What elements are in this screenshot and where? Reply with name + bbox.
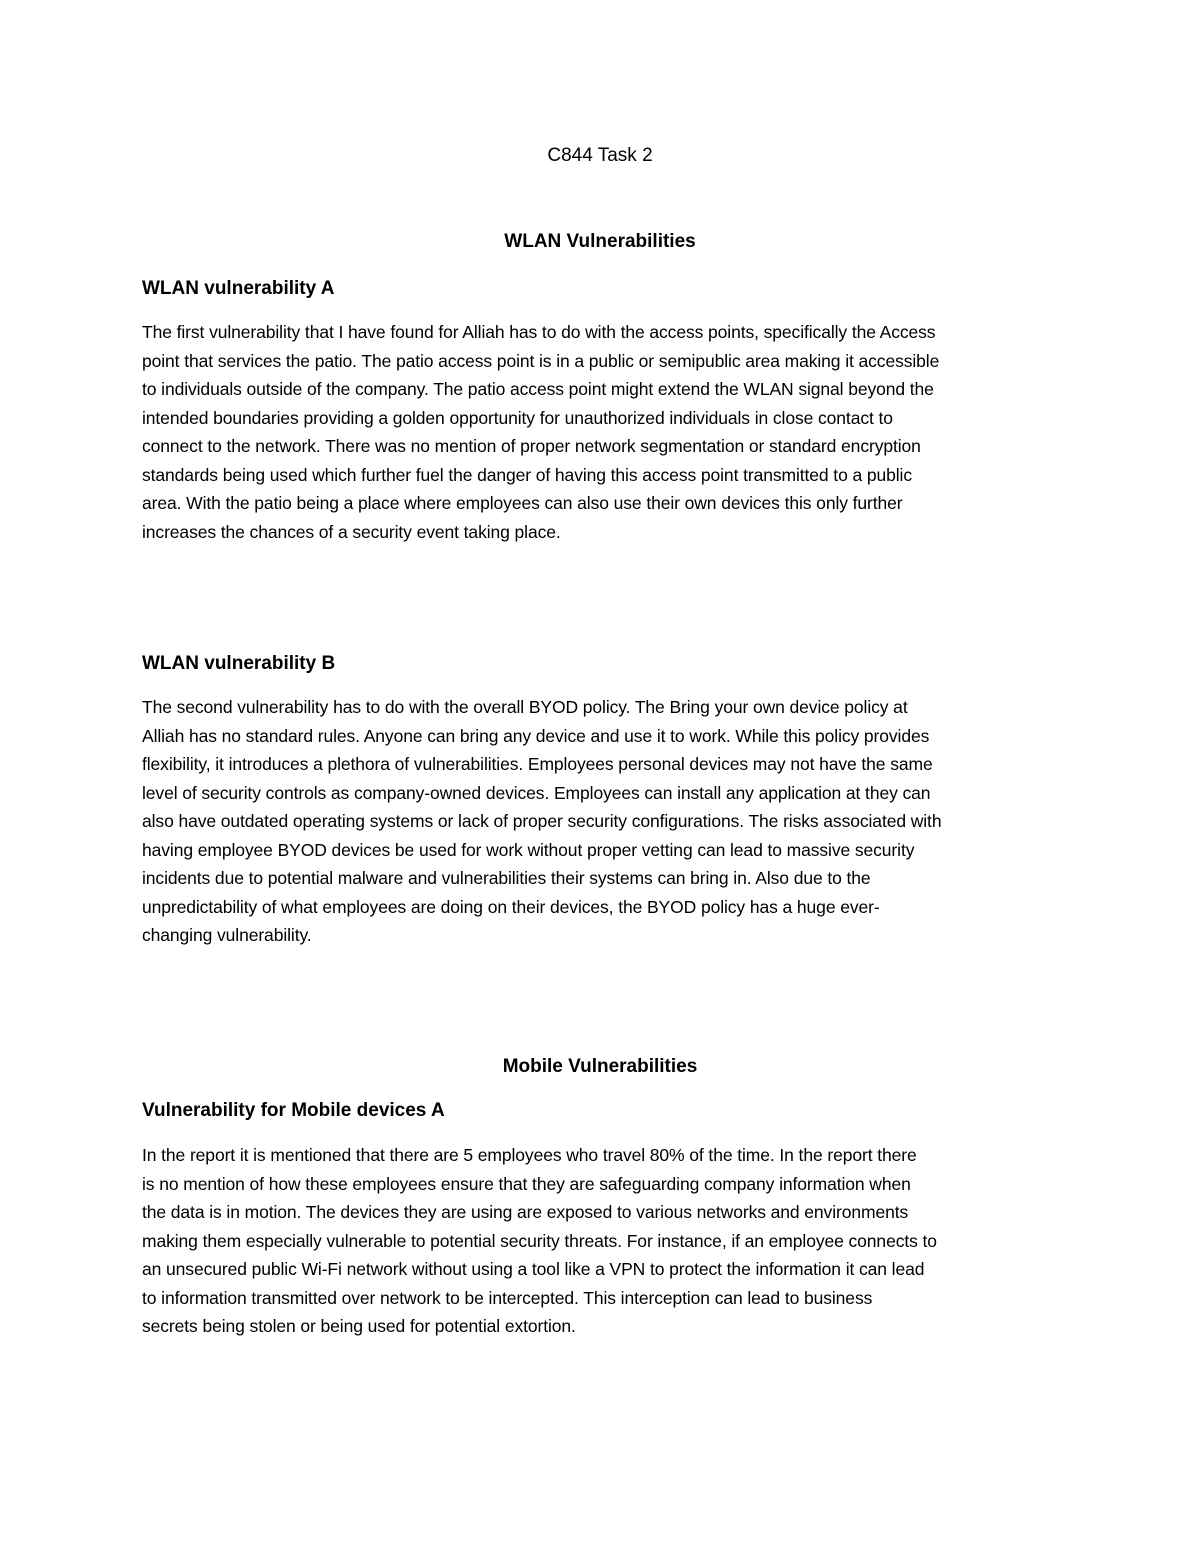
paragraph-line: increases the chances of a security event taking place. bbox=[142, 521, 561, 542]
paragraph-mobile-vulnerability-a bbox=[142, 1141, 1062, 1341]
subheading-mobile-vulnerability-a: Vulnerability for Mobile devices A bbox=[142, 1100, 445, 1121]
paragraph-line: standards being used which further fuel the danger of having this access point transmitted to a public bbox=[142, 464, 912, 485]
paragraph-line: is no mention of how these employees ensure that they are safeguarding company information when bbox=[142, 1173, 911, 1194]
paragraph-line: the data is in motion. The devices they are using are exposed to various networks and environments bbox=[142, 1202, 909, 1222]
paragraph-line: Alliah has no standard rules. Anyone can bring any device and use it to work. While this policy provides bbox=[142, 725, 930, 746]
paragraph-line: intended boundaries providing a golden opportunity for unauthorized individuals in close contact to bbox=[142, 407, 893, 428]
subheading-wlan-vulnerability-b: WLAN vulnerability B bbox=[142, 653, 336, 674]
paragraph-line: changing vulnerability. bbox=[142, 925, 312, 945]
section-heading-wlan: WLAN Vulnerabilities bbox=[504, 231, 696, 252]
paragraph-wlan-vulnerability-b bbox=[142, 693, 1062, 950]
section-heading-mobile: Mobile Vulnerabilities bbox=[502, 1056, 698, 1077]
paragraph-line: making them especially vulnerable to potential security threats. For instance, if an employee connects to bbox=[142, 1230, 937, 1251]
paragraph-line: to individuals outside of the company. The patio access point might extend the WLAN signal beyond the bbox=[142, 379, 934, 399]
paragraph-line: having employee BYOD devices be used for work without proper vetting can lead to massive security bbox=[142, 839, 915, 860]
paragraph-line: The second vulnerability has to do with the overall BYOD policy. The Bring your own device policy at bbox=[142, 697, 908, 717]
paragraph-line: The first vulnerability that I have found for Alliah has to do with the access points, specifically the Access bbox=[142, 322, 936, 342]
paragraph-line: connect to the network. There was no mention of proper network segmentation or standard encryption bbox=[142, 436, 921, 456]
paragraph-line: unpredictability of what employees are doing on their devices, the BYOD policy has a huge ever- bbox=[142, 896, 880, 917]
paragraph-line: also have outdated operating systems or lack of proper security configurations. The risks associated with bbox=[142, 811, 942, 831]
paragraph-line: level of security controls as company-owned devices. Employees can install any application at they can bbox=[142, 782, 931, 803]
paragraph-line: incidents due to potential malware and vulnerabilities their systems can bring in. Also due to the bbox=[142, 868, 871, 888]
paragraph-line: flexibility, it introduces a plethora of vulnerabilities. Employees personal devices may not have the same bbox=[142, 754, 933, 774]
paragraph-line: area. With the patio being a place where employees can also use their own devices this only further bbox=[142, 493, 903, 513]
paragraph-line: to information transmitted over network to be intercepted. This interception can lead to business bbox=[142, 1287, 873, 1308]
paragraph-line: an unsecured public Wi-Fi network without using a tool like a VPN to protect the information it can lead bbox=[142, 1259, 925, 1279]
subheading-wlan-vulnerability-a: WLAN vulnerability A bbox=[142, 278, 335, 299]
paragraph-wlan-vulnerability-a bbox=[142, 318, 1062, 546]
paragraph-line: point that services the patio. The patio access point is in a public or semipublic area making it accessible bbox=[142, 350, 940, 371]
paragraph-line: In the report it is mentioned that there are 5 employees who travel 80% of the time. In the report there bbox=[142, 1145, 917, 1165]
document-title: C844 Task 2 bbox=[547, 145, 653, 166]
paragraph-line: secrets being stolen or being used for potential extortion. bbox=[142, 1316, 576, 1336]
